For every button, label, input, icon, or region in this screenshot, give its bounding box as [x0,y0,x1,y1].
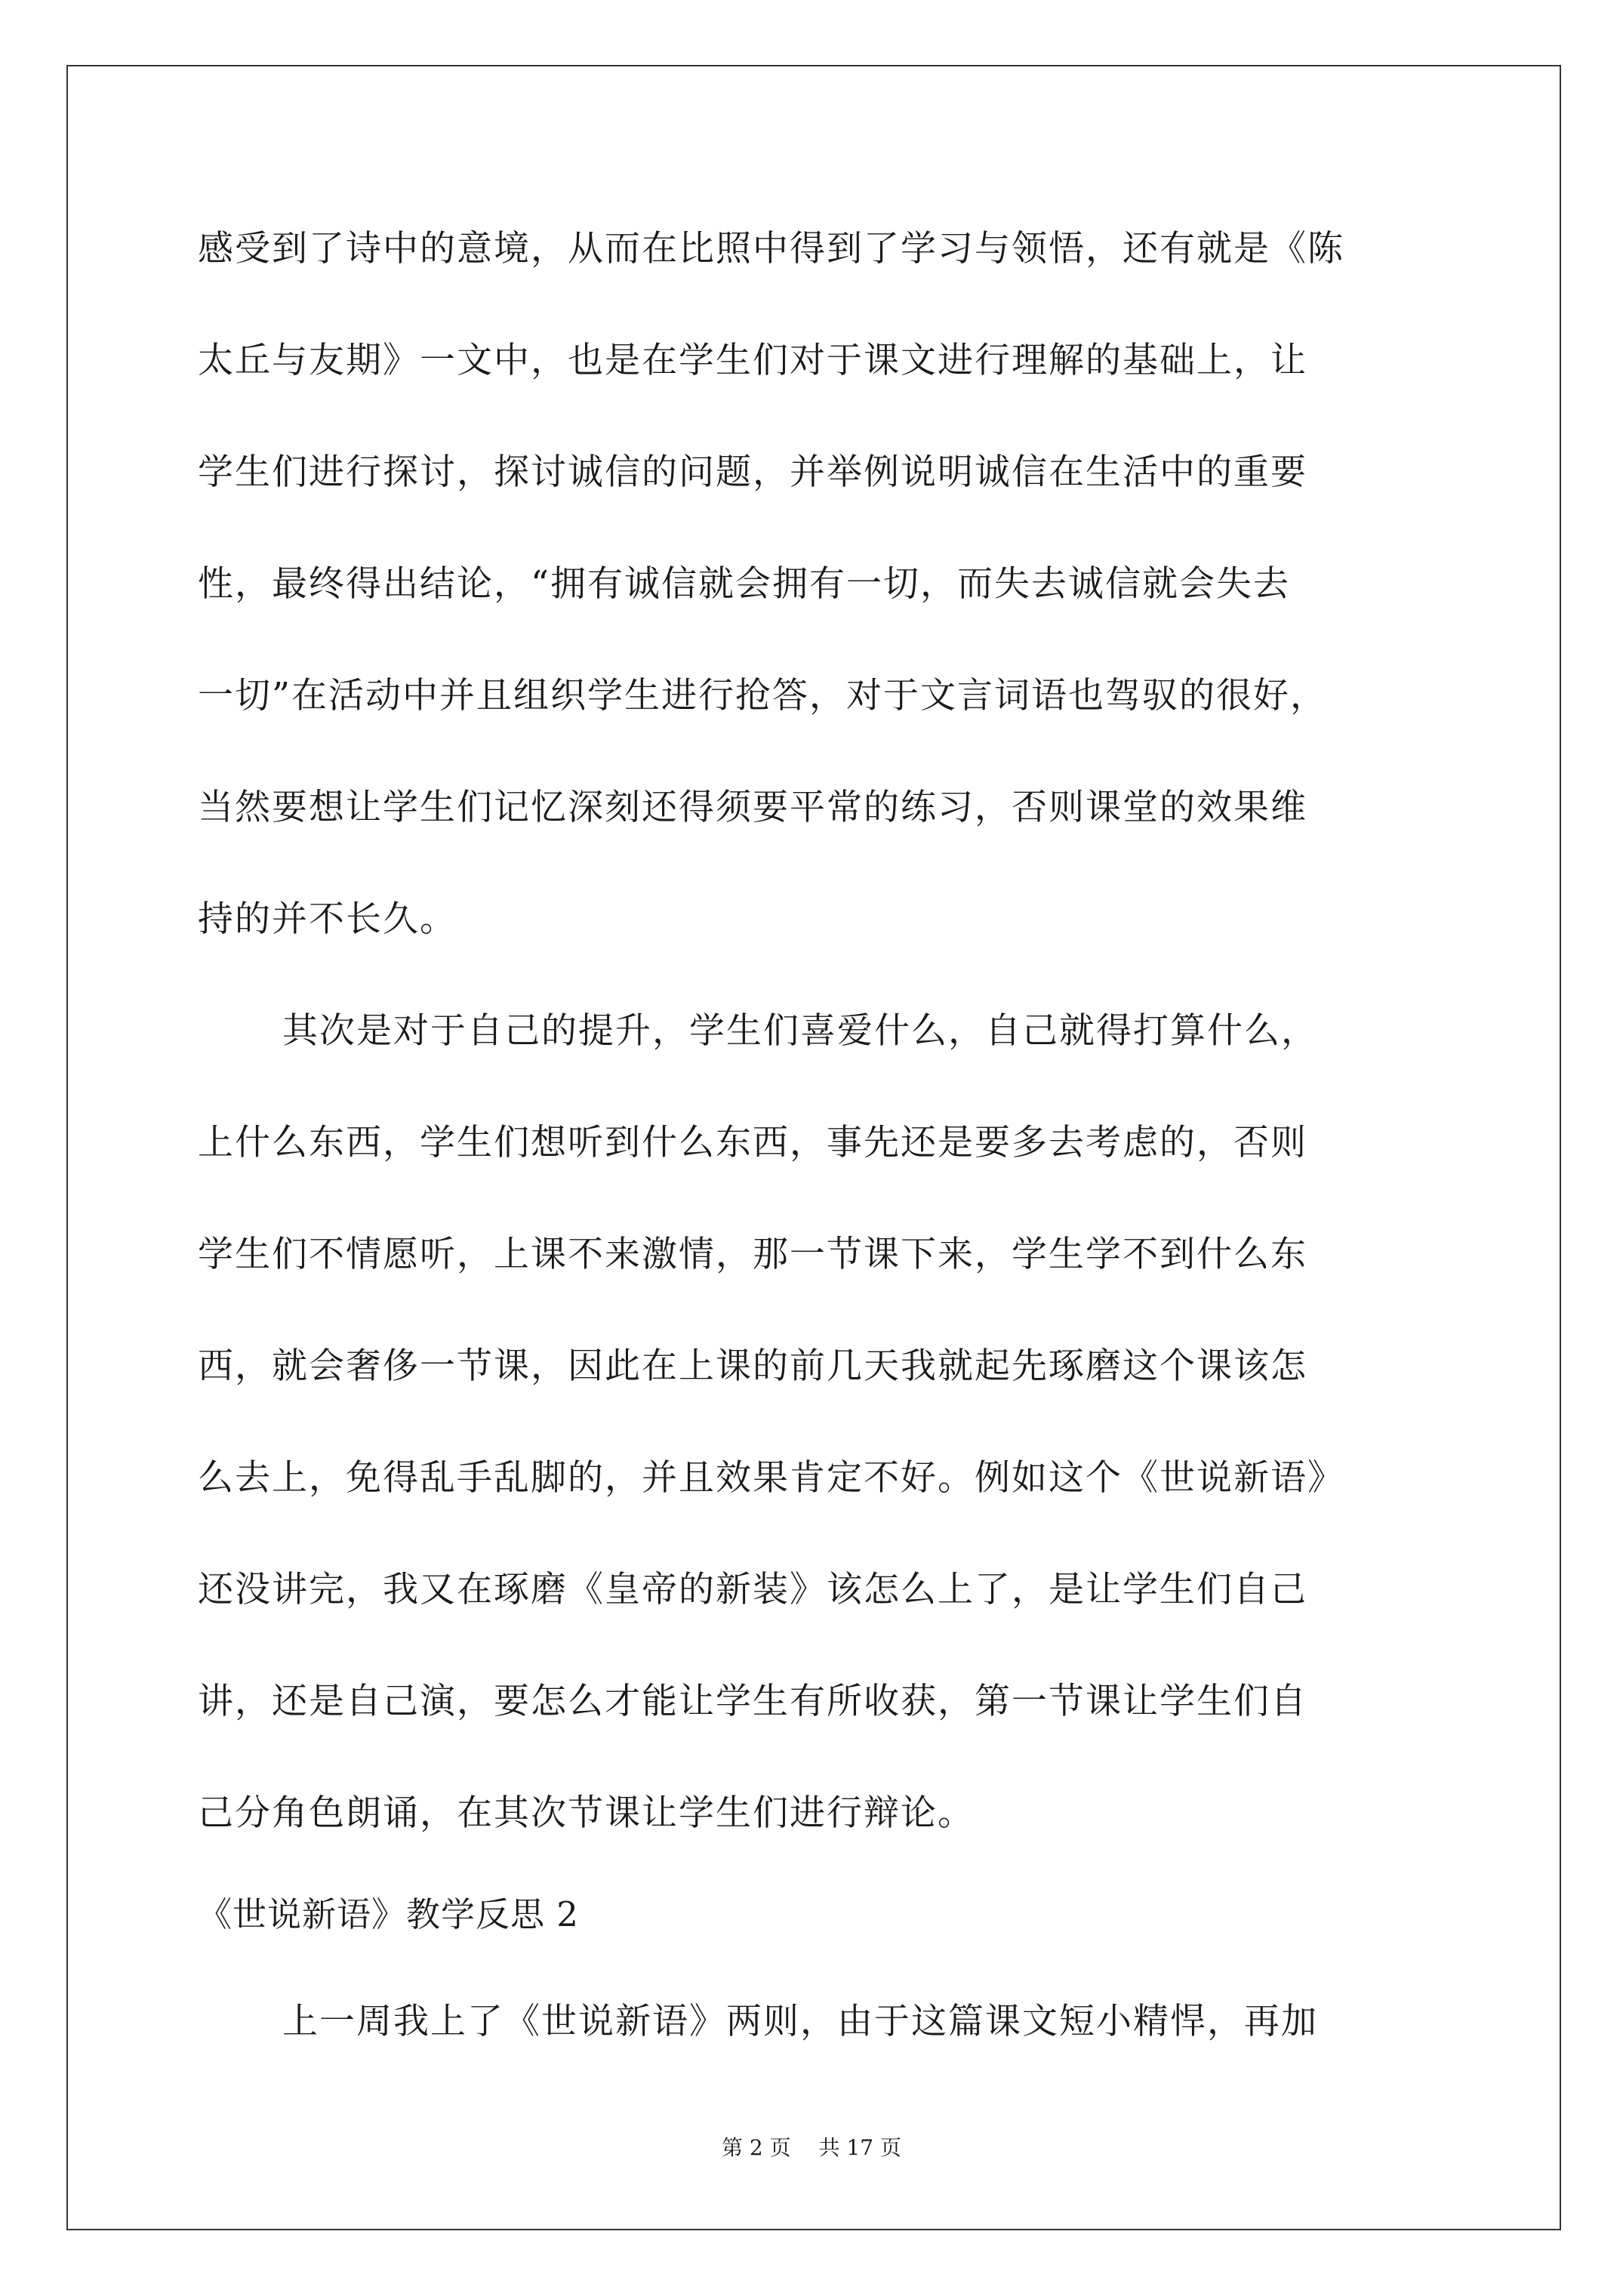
body-text-line: 讲，还是自己演，要怎么才能让学生有所收获，第一节课让学生们自 [198,1681,1307,1722]
body-text-line: 一切”在活动中并且组织学生进行抢答，对于文言词语也驾驭的很好， [198,675,1328,717]
body-text-line: 学生们不情愿听，上课不来激情，那一节课下来，学生学不到什么东 [198,1234,1307,1275]
body-text-line: 么去上，免得乱手乱脚的，并且效果肯定不好。例如这个《世说新语》 [198,1457,1344,1499]
body-text-line: 还没讲完，我又在琢磨《皇帝的新装》该怎么上了，是让学生们自己 [198,1569,1307,1610]
body-text-line: 学生们进行探讨，探讨诚信的问题，并举例说明诚信在生活中的重要 [198,451,1307,493]
body-text-line: 上一周我上了《世说新语》两则，由于这篇课文短小精悍，再加 [282,2001,1318,2042]
body-text-line: 当然要想让学生们记忆深刻还得须要平常的练习，否则课堂的效果维 [198,787,1307,828]
page-footer [0,2133,1623,2163]
body-text-line: 太丘与友期》一文中，也是在学生们对于课文进行理解的基础上，让 [198,340,1307,381]
body-text-line: 持的并不长久。 [198,898,457,940]
body-text-line: 其次是对于自己的提升，学生们喜爱什么，自己就得打算什么， [282,1010,1318,1052]
body-text-line: 己分角色朗诵，在其次节课让学生们进行辩论。 [198,1792,975,1834]
body-text-line: 感受到了诗中的意境，从而在比照中得到了学习与领悟，还有就是《陈 [198,228,1344,270]
body-text-line: 上什么东西，学生们想听到什么东西，事先还是要多去考虑的，否则 [198,1122,1307,1163]
page-total: 共 17 页 [818,2135,901,2160]
page-number: 第 2 页 [722,2135,791,2160]
section-heading: 《世说新语》教学反思 2 [198,1894,579,1934]
body-text-line: 性，最终得出结论，“拥有诚信就会拥有一切，而失去诚信就会失去 [198,563,1291,605]
body-text-line: 西，就会奢侈一节课，因此在上课的前几天我就起先琢磨这个课该怎 [198,1345,1307,1387]
